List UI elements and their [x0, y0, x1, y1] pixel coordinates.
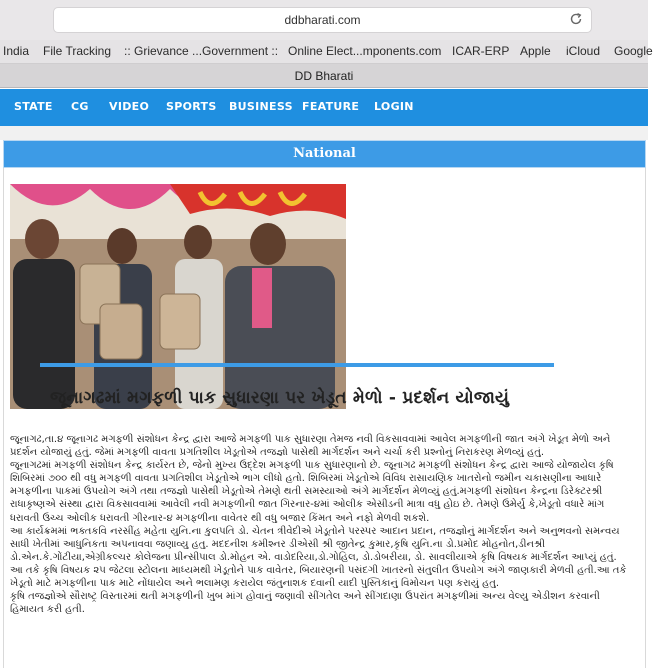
section-header	[3, 140, 646, 168]
site-nav	[0, 89, 648, 126]
bookmark-item[interactable]: Online Elect...mponents.com	[288, 44, 442, 58]
tab-title[interactable]: DD Bharati	[294, 69, 354, 83]
article-paragraph: જૂનાગઢ,તા.૪ જૂનાગઢ મગફળી સંશોધન કેન્દ્ર દ્વારા આજે મગફળી પાક સુધારણા તેમજ નવી વિકસાવવામાં આવેલ મગફળીની જાત અંગે ખેડૂત મેળો અને પ્રદર્શન યોજાયું હતું. જેમાં મગફળી વાવતા પ્રગતિશીલ ખેડૂતોએ તજજ્ઞો પાસેથી માર્ગદર્શન અને ચર્ચા કરી પ્રશ્નોનું નિરાકરણ મેળવ્યું હતું.	[10, 434, 611, 459]
bookmarks-bar	[0, 40, 653, 64]
nav-business[interactable]: BUSINESS	[229, 100, 293, 113]
article-photo	[10, 184, 346, 409]
url-text: ddbharati.com	[284, 13, 361, 27]
article-headline: જૂનાગઢમાં મગફળી પાક સુધારણા પર ખેડૂત મેળો - પ્રદર્શન યોજાયું	[50, 388, 510, 408]
bookmark-item[interactable]: iCloud	[566, 44, 601, 58]
reload-icon[interactable]	[568, 11, 584, 27]
browser-toolbar	[0, 0, 648, 40]
bookmark-item[interactable]: Google	[614, 44, 653, 58]
nav-cg[interactable]: CG	[71, 100, 89, 113]
nav-feature[interactable]: FEATURE	[302, 100, 360, 113]
nav-video[interactable]: VIDEO	[109, 100, 150, 113]
nav-state[interactable]: STATE	[14, 100, 53, 113]
nav-login[interactable]: LOGIN	[374, 100, 414, 113]
article-body	[10, 433, 632, 616]
bookmark-item[interactable]: Apple	[520, 44, 551, 58]
article-paragraph: કૃષિ તજજ્ઞોએ સૌરાષ્ટ્ર વિસ્તારમાં થતી મગફળીની ખુબ માંગ હોવાનું જણાવી સીંગતેલ અને સીંગદાણા ઉપરાંત મગફળીમાં અન્ય વેલ્યુ એડીશન કરવાની હિમાયત કરી હતી.	[10, 591, 600, 616]
tab-bar	[0, 64, 648, 88]
article-paragraph: આ કાર્યક્રમમાં ભક્તકવિ નરસીંહ મહેતા યુનિ.ના કુલપતિ ડો. ચેતન ત્રીવેદીએ ખેડૂતોને પરસ્પર આદાન પ્રદાન, તજજ્ઞોનું માર્ગદર્શન અને અનુભવનો સમન્વય સાધી ખેતીમાં આધુનિકતા અપનાવવા જણાવ્યુ હતુ. મદદનીશ કમીશ્નર ડીએસી શ્રી જીતેન્દ્ર કુમાર,કૃષિ યુનિ.ના ડો.પ્રમોદ મોહનોત,ડીનશ્રી ડો.એન.કે.ગોંટીયા,એગ્રીકલ્ચર કોલેજના પ્રીન્સીપાલ ડો.મોહન એ. વાડોદરિયા,ડો.ગોહિલ, ડો.ડોબરીયા, ડો. સાવલીયાએ કૃષિ વિષયક માર્ગદર્શન આપ્યું હતું. આ તકે કૃષિ વિષયક ૨૫ જેટલા સ્ટોલના માધ્યમથી ખેડૂતોને પાક વાવેતર, બિયારણની પસંદગી ખાતરનો સંતુલીત ઉપયોગ અંગે જાણકારી મેળવી હતી.આ તકે ખેડૂતો માટે મગફળીના પાક માટે નોંધાયેલ અને ભલામણ કરાયેલ જંતુનાશક દવાની યાદી પુસ્તિકાનું વિમોચન પણ કરાયું હતુ.	[10, 525, 627, 590]
bookmark-item[interactable]: India	[3, 44, 30, 58]
nav-sports[interactable]: SPORTS	[166, 100, 217, 113]
photo-drawing	[10, 184, 346, 409]
article-paragraph: જૂનાગઢમાં મગફળી સંશોધન કેન્દ્ર કાર્યરત છે, જેનો મુખ્ય ઉદ્દેશ મગફળી પાક સુધારણાનો છે. જૂનાગઢ મગફળી સંશોધન કેન્દ્ર દ્વારા આજે યોજાયેલ કૃષિ શિબિરમાં ૭૦૦ થી વધુ મગફળી વાવતા પ્રગતિશીલ ખેડૂતોએ ભાગ લીધો હતો. શિબિરમાં ખેડૂતોએ વિવિધ રાસાયણિક ખાતરોનો જમીન ચકાસણીના આધારે મગફળીના પાકમાં ઉપયોગ અંગે તથા તજજ્ઞો પાસેથી ખેડૂતોએ તેમણે થતી સમસ્યાઓ અંગે માર્ગદર્શન મેળવ્યું હતું.મગફળી સંશોધન કેન્દ્રના ડિરેક્ટરશ્રી રાધાકૃષ્ણએ સંસ્થા દ્વારા વિકસાવવામાં આવેલી નવી મગફળીની જાત ગિરનાર-૪માં ઓલીક એસીડની માત્રા વધુ હોઇ છે. તેમણે ઉમેર્યુ કે,ખેડૂતો વધારે માંગ ધરાવતી ઉચ્ચ ઓલીક ધરાવતી ગીરનાર-૪ મગફળીના વાવેતર થી વધુ બજાર કિંમત અને નફો મેળવી શકશે.	[10, 460, 614, 524]
address-bar[interactable]	[53, 7, 592, 33]
bookmark-item[interactable]: ICAR-ERP	[452, 44, 510, 58]
section-title: National	[293, 146, 356, 161]
bookmark-item[interactable]: File Tracking	[43, 44, 112, 58]
spacer	[0, 126, 648, 140]
bookmark-item[interactable]: :: Grievance ...Government ::	[124, 44, 279, 58]
headline-rule	[40, 363, 554, 367]
